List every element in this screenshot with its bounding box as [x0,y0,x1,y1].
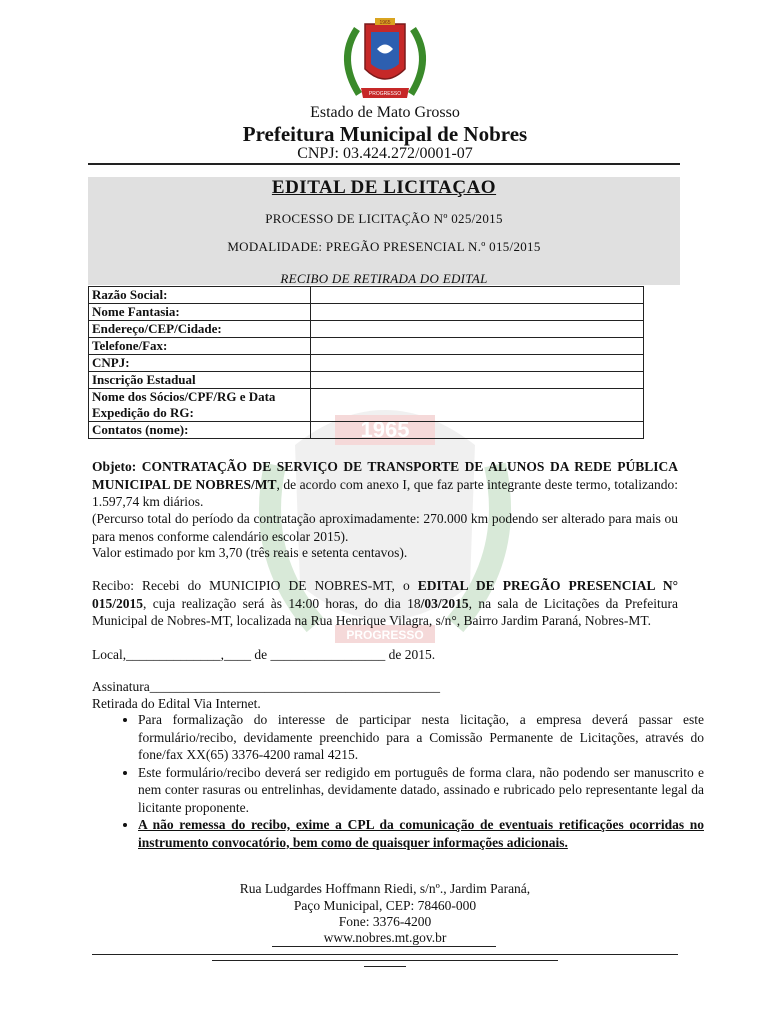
prefeitura-title: Prefeitura Municipal de Nobres [242,122,528,146]
footer-address: Rua Ludgardes Hoffmann Riedi, s/nº., Jardim Paraná, [239,881,531,896]
modalidade-line: MODALIDADE: PREGÃO PRESENCIAL N.º 015/2015 [227,239,541,254]
footer-paco: Paço Municipal, CEP: 78460-000 [293,898,477,913]
seal-motto: PROGRESSO [368,91,402,97]
footer-website[interactable]: www.nobres.mt.gov.br [323,930,447,945]
field-label: Telefone/Fax: [89,338,311,355]
cnpj-field[interactable] [310,355,643,372]
table-row [89,389,644,422]
footer-divider [92,954,678,955]
company-info-table [88,286,644,439]
telefone-field[interactable] [310,338,643,355]
socios-field[interactable] [310,389,643,422]
field-label: Endereço/CEP/Cidade: [89,321,311,338]
table-row [89,355,644,372]
municipal-seal-logo [327,14,443,104]
field-label: Inscrição Estadual [89,372,311,389]
table-row [89,304,644,321]
seal-year: 1965 [379,20,391,26]
endereco-field[interactable] [310,321,643,338]
table-row [89,372,644,389]
objeto-heading: Objeto: CONTRATAÇÃO DE SERVIÇO DE TRANSPORTE DE ALUNOS DA REDE PÚBLICA MUNICIPAL DE NOBRES/MT [92,459,678,492]
inscricao-estadual-field[interactable] [310,372,643,389]
valor-estimado: Valor estimado por km 3,70 (três reais e setenta centavos). [92,545,408,560]
table-row [89,321,644,338]
objeto-paragraph [92,458,678,511]
recibo-text: Recibo: Recebi do MUNICIPIO DE NOBRES-MT, o [92,578,418,593]
list-item: • Este formulário/recibo deverá ser redigido em português de forma clara, não podendo ser manuscrito e nem conter rasuras ou entrelinhas, devidamente datado, assinado e rubricado pelo representante legal da licitante proponente. [138,764,704,817]
list-item: • A não remessa do recibo, exime a CPL da comunicação de eventuais retificações ocorridas no instrumento convocatório, bem como de quaisquer informações adicionais. [138,816,704,851]
retirada-heading: Retirada do Edital Via Internet. [92,696,261,711]
objeto-text: , de acordo com anexo I, que faz parte integrante deste termo, totalizando: 1.597,74 km diários. [92,476,678,509]
edital-title-text: EDITAL DE LICITAÇAO [271,177,497,198]
list-item: • Para formalização do interesse de participar nesta licitação, a empresa deverá passar este formulário/recibo, devidamente preenchido para a Comissão Permanente de Licitações, através do fone/fax XX(65) 3376-4200 ramal 4215. [138,711,704,764]
processo-number: PROCESSO DE LICITAÇÃO Nº 025/2015 [265,211,503,226]
nome-fantasia-field[interactable] [310,304,643,321]
recibo-paragraph [92,577,678,630]
footer-phone: Fone: 3376-4200 [338,914,432,929]
instructions-list [112,711,704,851]
field-label: Contatos (nome): [89,422,311,439]
state-name: Estado de Mato Grosso [310,104,460,121]
table-row [89,338,644,355]
field-label: Nome Fantasia: [89,304,311,321]
edital-title [88,177,680,199]
field-label: Nome dos Sócios/CPF/RG e Data Expedição do RG: [89,389,311,422]
footer-divider [212,960,558,961]
field-label: CNPJ: [89,355,311,372]
razao-social-field[interactable] [310,287,643,304]
table-row [89,422,644,439]
cnpj-line: CNPJ: 03.424.272/0001-07 [297,145,473,162]
contatos-field[interactable] [310,422,643,439]
recibo-date: /03/2015 [420,595,469,611]
local-date-line: Local,______________,____ de _________________ de 2015. [92,647,436,662]
recibo-title: RECIBO DE RETIRADA DO EDITAL [280,271,488,286]
watermark-year: 1965 [360,417,410,442]
header-divider [88,163,680,165]
signature-line: Assinatura___________________________________________ [92,679,440,694]
percurso-paragraph: (Percurso total do período da contratação aproximadamente: 270.000 km podendo ser alterado para mais ou para menos conforme calendário escolar 2015). [92,511,678,544]
recibo-edital: EDITAL DE PREGÃO PRESENCIAL N° 015/2015 [92,578,678,611]
footer-divider [364,966,406,967]
watermark-motto: PROGRESSO [346,628,424,642]
table-row [89,287,644,304]
field-label: Razão Social: [89,287,311,304]
recibo-text: , cuja realização será às 14:00 horas, do dia 18 [143,595,421,611]
recibo-text: , na sala de Licitações da Prefeitura Municipal de Nobres-MT, localizada na Rua Henrique Vilagra, s/n°, Bairro Jardim Paraná, Nobres-MT. [92,595,679,628]
footer-divider [272,946,496,947]
